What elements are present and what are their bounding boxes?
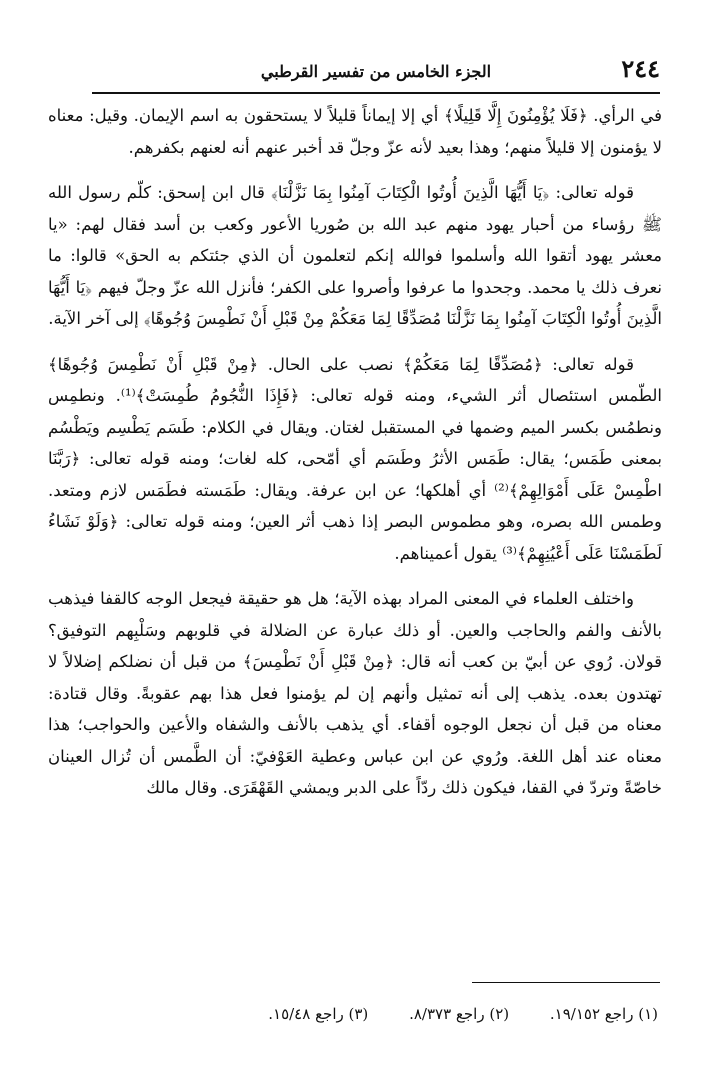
paragraph-2: قوله تعالى: ﴿يَا أَيُّهَا الَّذِينَ أُوتُوا الْكِتَابَ آمِنُوا بِمَا نَزَّلْنَا﴾ قال ابن إسحق: كلّم رسول الله ﷺ رؤساء من أحبار يهود منهم عبد الله بن صُوريا الأعور وكعب بن أسد فقال لهم: «يا معشر يهود أتقوا الله وأسلموا فوالله إنكم لتعلمون أن الذي جئتكم به الحق» قالوا: ما نعرف ذلك يا محمد. وجحدوا ما عرفوا وأصروا على الكفر؛ فأنزل الله عزّ وجلّ فيهم ﴿يَا أَيُّهَا الَّذِينَ أُوتُوا الْكِتَابَ آمِنُوا بِمَا نَزَّلْنَا مُصَدِّقًا لِمَا مَعَكُمْ مِنْ قَبْلِ أَنْ نَطْمِسَ وُجُوهًا﴾ إلى آخر الآية. — [48, 183, 662, 328]
footnote-3: (٣) راجع ١٥/٤٨. — [268, 1005, 369, 1023]
running-title: الجزء الخامس من تفسير القرطبي — [260, 62, 492, 81]
footnote-2: (٢) راجع ٨/٣٧٣. — [409, 1005, 510, 1023]
footnotes — [50, 1002, 658, 1026]
paragraph-4: واختلف العلماء في المعنى المراد بهذه الآية؛ هل هو حقيقة فيجعل الوجه كالقفا فيذهب بالأنف والفم والحاجب والعين. أو ذلك عبارة عن الضلالة في قلوبهم وسَلْبِهم التوفيق؟ قولان. رُوي عن أبيّ بن كعب أنه قال: ﴿مِنْ قَبْلِ أَنْ نَطْمِسَ﴾ من قبل أن نضلكم إضلالاً لا تهتدون بعده. يذهب إلى أنه تمثيل وأنهم إن لم يؤمنوا فعل هذا بهم عقوبةً. وقال قتادة: معناه من قبل أن نجعل الوجوه أقفاء. أي يذهب بالأنف والشفاه والأعين والحواجب؛ هذا معناه عند أهل اللغة. ورُوي عن ابن عباس وعطية العَوْفيّ: أن الطَّمس أن تُزال العينان خاصّةً وتردّ في القفا، فيكون ذلك ردّاً على الدبر ويمشي القَهْقَرَى. وقال مالك — [48, 589, 662, 797]
footnote-divider — [472, 982, 660, 983]
paragraph-3: قوله تعالى: ﴿مُصَدِّقًا لِمَا مَعَكُمْ﴾ نصب على الحال. ﴿مِنْ قَبْلِ أَنْ نَطْمِسَ وُجُوهًا﴾ الطّمس استئصال أثر الشيء، ومنه قوله تعالى: ﴿فَإِذَا النُّجُومُ طُمِسَتْ﴾⁽¹⁾. ونطمِس ونطمُس بكسر الميم وضمها في المستقبل لغتان. ويقال في الكلام: طَسَم يَطْسِم ويَطْسُم بمعنى طَمَس؛ يقال: طَمَس الأثرُ وطَسَم أي أمّحى، كله لغات؛ ومنه قوله تعالى: ﴿رَبَّنَا اطْمِسْ عَلَى أَمْوَالِهِمْ﴾⁽²⁾ أي أهلكها؛ عن ابن عرفة. ويقال: طَمَسته فطَمَس لازم ومتعد. وطمس الله بصره، وهو مطموس البصر إذا ذهب أثر العين؛ ومنه قوله تعالى: ﴿وَلَوْ نَشَاءُ لَطَمَسْنَا عَلَى أَعْيُنِهِمْ﴾⁽³⁾ يقول أعميناهم. — [48, 354, 662, 563]
page-number: ٢٤٤ — [621, 54, 660, 83]
page-header — [92, 52, 660, 94]
page-body — [48, 100, 662, 818]
footnote-1: (١) راجع ١٩/١٥٢. — [549, 1005, 658, 1023]
paragraph-1: في الرأي. ﴿فَلَا يُؤْمِنُونَ إِلَّا قَلِيلًا﴾ أي إلا إيماناً قليلاً لا يستحقون به اسم الإيمان. وقيل: معناه لا يؤمنون إلا قليلاً منهم؛ وهذا بعيد لأنه عزّ وجلّ قد أخبر عنهم أنه لعنهم بكفرهم. — [48, 106, 662, 157]
